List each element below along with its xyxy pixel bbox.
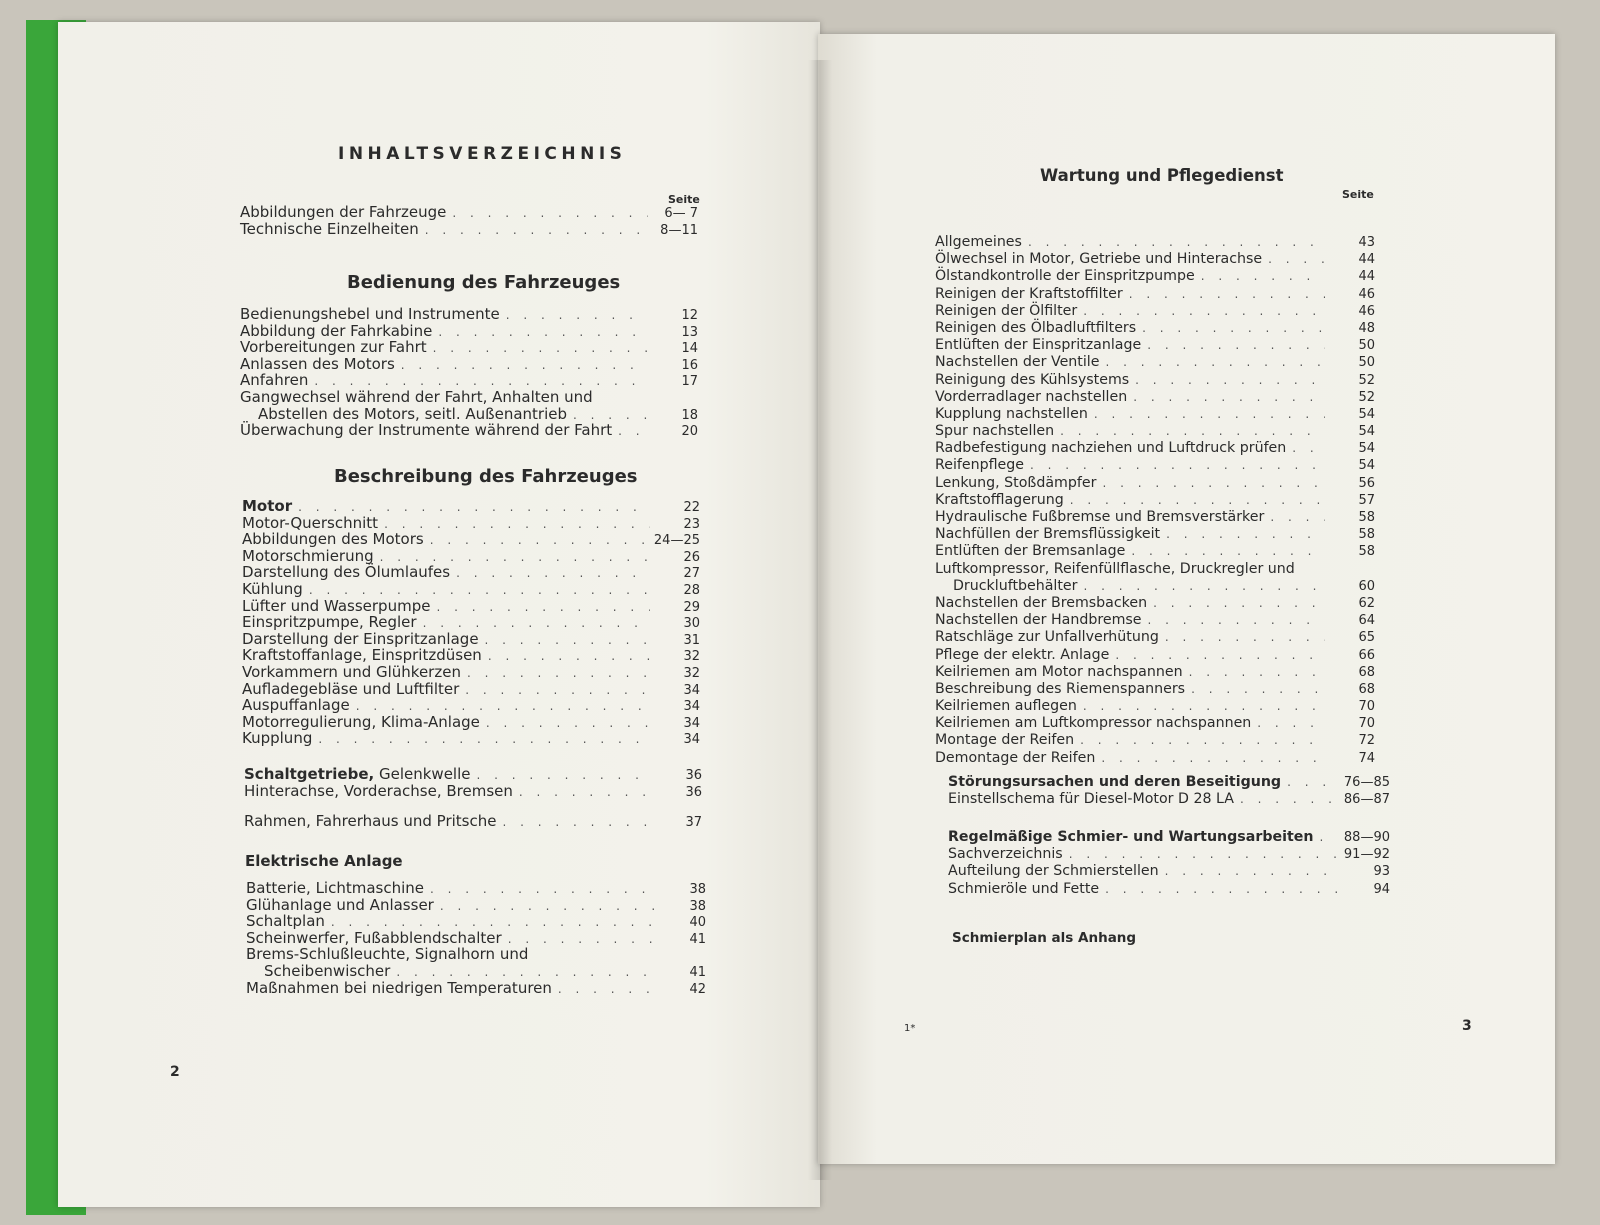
toc-entry-label: Überwachung der Instrumente während der Fahrt xyxy=(240,421,613,440)
toc-entry-label: Kupplung xyxy=(242,729,313,748)
toc-page-number: 64 xyxy=(1358,613,1375,629)
toc-entry xyxy=(935,268,1375,285)
toc-entry-label: Kraftstoffanlage, Einspritzdüsen xyxy=(242,646,482,665)
toc-entry-label: Abstellen des Motors, seitl. Außenantrieb xyxy=(258,404,567,423)
toc-page-number: 20 xyxy=(681,424,698,440)
toc-entry xyxy=(242,598,700,615)
toc-entry xyxy=(242,714,700,731)
section-heading-beschreibung: Beschreibung des Fahrzeuges xyxy=(334,466,638,487)
toc-entry-label-rest: Gelenkwelle xyxy=(374,765,471,783)
toc-page-number: 50 xyxy=(1358,355,1375,371)
toc-entry xyxy=(244,783,702,800)
book-fold xyxy=(808,60,832,1180)
toc-page-number: 34 xyxy=(683,732,700,748)
toc-entry-label: Gangwechsel während der Fahrt, Anhalten und xyxy=(240,387,593,406)
toc-entry-label: Reinigen der Kraftstoffilter xyxy=(935,285,1123,302)
toc-page-number: 44 xyxy=(1358,252,1375,268)
toc-bedienung-list xyxy=(240,306,698,439)
toc-entry-label: Kupplung nachstellen xyxy=(935,405,1088,422)
toc-page-number: 14 xyxy=(681,341,698,357)
toc-leader-dots xyxy=(486,715,650,732)
toc-page-number: 34 xyxy=(683,715,700,731)
toc-page-number: 88—90 xyxy=(1343,830,1390,845)
toc-page-number: 34 xyxy=(683,699,700,715)
toc-intro-list xyxy=(240,204,698,237)
toc-entry xyxy=(935,509,1375,526)
toc-leader-dots xyxy=(618,423,648,440)
toc-page-number: 50 xyxy=(1358,338,1375,354)
toc-entry xyxy=(246,930,706,947)
toc-page-number: 36 xyxy=(685,768,702,783)
toc-page-number: 32 xyxy=(683,649,700,665)
toc-entry xyxy=(242,564,700,581)
toc-entry-label: Technische Einzelheiten xyxy=(240,219,419,238)
toc-entry xyxy=(242,581,700,598)
toc-entry-label: Lüfter und Wasserpumpe xyxy=(242,596,431,615)
toc-entry-label: Lenkung, Stoßdämpfer xyxy=(935,474,1097,491)
toc-entry-label: Ratschläge zur Unfallverhütung xyxy=(935,629,1159,646)
toc-leader-dots xyxy=(1166,526,1325,543)
toc-leader-dots xyxy=(1191,681,1325,698)
toc-leader-dots xyxy=(1135,372,1325,389)
toc-leader-dots xyxy=(1147,337,1325,354)
toc-entry xyxy=(935,578,1375,595)
toc-page-number: 56 xyxy=(1358,475,1375,491)
toc-entry xyxy=(935,234,1375,251)
page-number-left: 2 xyxy=(170,1064,180,1080)
toc-page-number: 26 xyxy=(683,549,700,565)
toc-entry-label: Batterie, Lichtmaschine xyxy=(246,879,425,897)
toc-entry-label: Spur nachstellen xyxy=(935,423,1055,440)
toc-entry-label: Luftkompressor, Reifenfüllflasche, Druckregler und xyxy=(935,560,1295,577)
toc-page-number: 54 xyxy=(1358,441,1375,457)
toc-page-number: 66 xyxy=(1358,647,1375,663)
toc-leader-dots xyxy=(1101,750,1325,767)
toc-page-number: 8—11 xyxy=(660,222,698,238)
toc-leader-dots xyxy=(430,532,648,549)
section-heading-elektrik: Elektrische Anlage xyxy=(245,852,403,870)
toc-entry xyxy=(242,697,700,714)
toc-entry xyxy=(935,595,1375,612)
toc-entry xyxy=(240,389,698,406)
seite-label-right: Seite xyxy=(1342,188,1374,201)
toc-leader-dots xyxy=(425,222,648,239)
toc-leader-dots xyxy=(1084,578,1326,595)
toc-page-number: 76—85 xyxy=(1343,775,1390,790)
toc-leader-dots xyxy=(465,682,650,699)
toc-entry-label: Vorkammern und Glühkerzen xyxy=(242,662,461,681)
toc-entry-label: Nachfüllen der Bremsflüssigkeit xyxy=(935,526,1161,543)
toc-entry xyxy=(242,681,700,698)
toc-leader-dots xyxy=(1028,234,1325,251)
toc-entry xyxy=(244,813,702,830)
toc-entry-label: Anfahren xyxy=(240,371,309,390)
toc-leader-dots xyxy=(318,731,650,748)
toc-entry xyxy=(935,423,1375,440)
toc-entry xyxy=(935,715,1375,732)
toc-page-number: 16 xyxy=(681,357,698,373)
toc-page-number: 42 xyxy=(689,981,706,997)
toc-entry xyxy=(242,614,700,631)
toc-entry xyxy=(240,356,698,373)
toc-entry xyxy=(240,422,698,439)
toc-page-number: 46 xyxy=(1358,286,1375,302)
toc-leader-dots xyxy=(1105,881,1340,898)
toc-entry xyxy=(948,863,1390,880)
toc-leader-dots xyxy=(1153,595,1325,612)
toc-page-number: 94 xyxy=(1373,881,1390,897)
toc-page-number: 24—25 xyxy=(653,533,700,549)
toc-entry-label: Motorregulierung, Klima-Anlage xyxy=(242,712,480,731)
toc-leader-dots xyxy=(1069,846,1338,863)
toc-page-number: 44 xyxy=(1358,269,1375,285)
toc-entry-label: Motorschmierung xyxy=(242,546,374,565)
toc-leader-dots xyxy=(1133,389,1325,406)
toc-leader-dots xyxy=(485,632,650,649)
toc-page-number: 58 xyxy=(1358,527,1375,543)
toc-page-number: 23 xyxy=(683,516,700,532)
toc-entry xyxy=(935,389,1375,406)
toc-leader-dots xyxy=(1094,406,1325,423)
toc-page-number: 28 xyxy=(683,582,700,598)
toc-page-number: 37 xyxy=(685,815,702,831)
toc-leader-dots xyxy=(452,205,648,222)
toc-leader-dots xyxy=(1148,612,1325,629)
toc-entry-label: Scheinwerfer, Fußabblendschalter xyxy=(246,928,502,947)
toc-entry-label: Keilriemen am Motor nachspannen xyxy=(935,663,1183,680)
toc-leader-dots xyxy=(502,814,652,831)
toc-entry-label: Aufladegebläse und Luftfilter xyxy=(242,679,460,698)
toc-entry-label: Pflege der elektr. Anlage xyxy=(935,646,1110,663)
toc-entry xyxy=(242,664,700,681)
toc-leader-dots xyxy=(467,665,650,682)
toc-leader-dots xyxy=(1268,251,1325,268)
toc-entry xyxy=(935,543,1375,560)
toc-entry-label: Vorbereitungen zur Fahrt xyxy=(240,338,427,357)
toc-leader-dots xyxy=(1287,774,1338,791)
toc-entry xyxy=(246,913,706,930)
toc-entry-label: Schaltplan xyxy=(246,912,325,931)
toc-entry-label: Einspritzpumpe, Regler xyxy=(242,613,417,632)
toc-leader-dots xyxy=(430,881,656,898)
toc-entry-label: Motor-Querschnitt xyxy=(242,513,379,532)
toc-page-number: 34 xyxy=(683,682,700,698)
toc-entry xyxy=(935,337,1375,354)
toc-page-number: 58 xyxy=(1358,544,1375,560)
toc-entry xyxy=(246,963,706,980)
toc-entry-label: Ölstandkontrolle der Einspritzpumpe xyxy=(935,268,1195,285)
appendix-label: Schmierplan als Anhang xyxy=(952,930,1137,946)
toc-entry-label: Aufteilung der Schmierstellen xyxy=(948,863,1159,880)
toc-entry xyxy=(935,698,1375,715)
toc-entry xyxy=(242,730,700,747)
toc-entry xyxy=(242,498,700,515)
toc-elektrik-list xyxy=(246,880,706,996)
toc-entry-label xyxy=(244,766,471,783)
toc-entry xyxy=(935,303,1375,320)
toc-entry-label: Hinterachse, Vorderachse, Bremsen xyxy=(244,781,513,800)
toc-leader-dots xyxy=(1319,829,1337,846)
seite-label: Seite xyxy=(668,193,700,206)
toc-entry-label: Kühlung xyxy=(242,579,303,598)
toc-entry-label: Motor xyxy=(242,497,293,515)
toc-entry xyxy=(244,766,702,783)
toc-page-number: 36 xyxy=(685,784,702,800)
toc-leader-dots xyxy=(433,340,648,357)
toc-entry-label: Nachstellen der Bremsbacken xyxy=(935,594,1148,611)
toc-schmier-list xyxy=(948,829,1390,898)
toc-entry xyxy=(935,664,1375,681)
toc-entry xyxy=(242,631,700,648)
toc-entry xyxy=(242,515,700,532)
toc-entry xyxy=(948,881,1390,898)
toc-entry-label: Abbildungen des Motors xyxy=(242,530,424,549)
toc-entry-label: Nachstellen der Ventile xyxy=(935,354,1100,371)
toc-leader-dots xyxy=(436,599,650,616)
toc-page-number: 29 xyxy=(683,599,700,615)
toc-leader-dots xyxy=(1129,286,1325,303)
toc-entry xyxy=(240,323,698,340)
toc-page-number: 31 xyxy=(683,632,700,648)
toc-entry-label: Beschreibung des Riemenspanners xyxy=(935,680,1186,697)
toc-entry-label: Reinigen der Ölfilter xyxy=(935,302,1078,319)
toc-leader-dots xyxy=(506,307,648,324)
toc-leader-dots xyxy=(1165,629,1325,646)
toc-entry xyxy=(935,561,1375,578)
toc-entry-label: Reinigung des Kühlsystems xyxy=(935,371,1130,388)
toc-page-number: 12 xyxy=(681,308,698,323)
toc-leader-dots xyxy=(1292,440,1325,457)
toc-page-number: 38 xyxy=(689,898,706,914)
toc-leader-dots xyxy=(558,981,656,998)
toc-entry xyxy=(935,354,1375,371)
toc-entry-label: Maßnahmen bei niedrigen Temperaturen xyxy=(246,978,552,997)
page-number-right: 3 xyxy=(1462,1018,1472,1034)
toc-entry-label: Allgemeines xyxy=(935,234,1022,250)
toc-entry xyxy=(935,732,1375,749)
toc-entry-label: Regelmäßige Schmier- und Wartungsarbeiten xyxy=(948,829,1314,845)
toc-entry-label: Bedienungshebel und Instrumente xyxy=(240,305,500,323)
toc-entry-label: Nachstellen der Handbremse xyxy=(935,612,1142,629)
toc-leader-dots xyxy=(488,648,650,665)
toc-leader-dots xyxy=(1131,543,1325,560)
toc-entry-label: Glühanlage und Anlasser xyxy=(246,895,434,914)
page-title: INHALTSVERZEICHNIS xyxy=(338,144,627,164)
toc-page-number: 18 xyxy=(681,407,698,423)
toc-leader-dots xyxy=(1189,664,1325,681)
toc-page-number: 68 xyxy=(1358,681,1375,697)
toc-entry-label: Auspuffanlage xyxy=(242,696,350,715)
toc-entry xyxy=(240,221,698,238)
toc-entry-label: Montage der Reifen xyxy=(935,732,1075,749)
toc-entry xyxy=(240,406,698,423)
toc-page-number: 70 xyxy=(1358,699,1375,715)
toc-page-number: 52 xyxy=(1358,372,1375,388)
toc-page-number: 86—87 xyxy=(1343,792,1390,808)
toc-page-number: 62 xyxy=(1358,595,1375,611)
toc-page-number: 54 xyxy=(1358,458,1375,474)
toc-entry-label: Abbildungen der Fahrzeuge xyxy=(240,203,447,221)
toc-entry-label: Hydraulische Fußbremse und Bremsverstärker xyxy=(935,509,1265,525)
signature-mark: 1* xyxy=(904,1023,916,1034)
toc-entry-label: Einstellschema für Diesel-Motor D 28 LA xyxy=(948,791,1234,808)
toc-entry xyxy=(242,548,700,565)
toc-wartung-list xyxy=(935,234,1375,767)
toc-leader-dots xyxy=(1102,475,1325,492)
toc-leader-dots xyxy=(1257,715,1325,732)
toc-leader-dots xyxy=(1105,354,1325,371)
toc-entry-label: Darstellung des Ölumlaufes xyxy=(242,563,451,582)
toc-page-number: 93 xyxy=(1373,864,1390,880)
toc-entry-label: Schmieröle und Fette xyxy=(948,880,1100,897)
toc-entry-label: Druckluftbehälter xyxy=(953,577,1078,594)
toc-entry xyxy=(935,251,1375,268)
toc-entry-label: Rahmen, Fahrerhaus und Pritsche xyxy=(244,812,497,831)
toc-entry xyxy=(935,526,1375,543)
toc-page-number: 30 xyxy=(683,616,700,632)
toc-entry-label: Ölwechsel in Motor, Getriebe und Hinterachse xyxy=(935,251,1263,268)
toc-leader-dots xyxy=(519,784,652,801)
toc-page-number: 41 xyxy=(689,964,706,980)
toc-entry-label: Reinigen des Ölbadluftfilters xyxy=(935,319,1137,336)
toc-page-number: 57 xyxy=(1358,492,1375,508)
toc-entry xyxy=(246,880,706,897)
toc-entry-label: Abbildung der Fahrkabine xyxy=(240,321,433,340)
toc-entry-label: Vorderradlager nachstellen xyxy=(935,388,1128,405)
toc-page-number: 91—92 xyxy=(1343,847,1390,863)
toc-page-number: 46 xyxy=(1358,303,1375,319)
toc-entry-label-bold: Schaltgetriebe, xyxy=(244,765,375,783)
section-heading-bedienung: Bedienung des Fahrzeuges xyxy=(347,272,621,293)
toc-page-number: 38 xyxy=(689,882,706,897)
toc-page-number: 40 xyxy=(689,915,706,931)
toc-entry xyxy=(948,774,1390,791)
toc-page-number: 52 xyxy=(1358,389,1375,405)
toc-page-number: 32 xyxy=(683,665,700,681)
toc-leader-dots xyxy=(1070,492,1325,509)
toc-page-number: 27 xyxy=(683,566,700,582)
toc-page-number: 65 xyxy=(1358,630,1375,646)
toc-page-number: 68 xyxy=(1358,664,1375,680)
toc-leader-dots xyxy=(1165,863,1340,880)
toc-leader-dots xyxy=(1083,303,1325,320)
toc-entry-label: Scheibenwischer xyxy=(264,961,391,980)
toc-entry xyxy=(935,286,1375,303)
toc-beschreibung-list xyxy=(242,498,700,747)
toc-entry xyxy=(246,980,706,997)
toc-entry xyxy=(935,629,1375,646)
toc-page-number: 60 xyxy=(1358,578,1375,594)
toc-page-number: 13 xyxy=(681,324,698,340)
toc-page-number: 70 xyxy=(1358,716,1375,732)
toc-page-number: 6— 7 xyxy=(664,206,698,221)
toc-leader-dots xyxy=(1083,698,1325,715)
toc-entry-label: Sachverzeichnis xyxy=(948,846,1063,863)
toc-entry xyxy=(948,791,1390,808)
toc-entry-label: Reifenpflege xyxy=(935,457,1025,474)
toc-leader-dots xyxy=(1115,647,1325,664)
toc-entry xyxy=(240,372,698,389)
toc-page-number: 43 xyxy=(1358,235,1375,250)
toc-leader-dots xyxy=(440,898,656,915)
toc-entry-label: Demontage der Reifen xyxy=(935,749,1096,766)
toc-entry xyxy=(240,339,698,356)
toc-entry xyxy=(935,475,1375,492)
toc-leader-dots xyxy=(1240,791,1338,808)
toc-page-number: 54 xyxy=(1358,424,1375,440)
toc-page-number: 72 xyxy=(1358,733,1375,749)
toc-entry xyxy=(948,846,1390,863)
toc-entry xyxy=(246,946,706,963)
toc-entry xyxy=(242,531,700,548)
toc-entry xyxy=(240,306,698,323)
toc-leader-dots xyxy=(456,565,650,582)
toc-entry xyxy=(935,750,1375,767)
toc-entry xyxy=(242,647,700,664)
toc-entry-label: Keilriemen auflegen xyxy=(935,698,1077,715)
toc-page-number: 74 xyxy=(1358,750,1375,766)
toc-page-number: 54 xyxy=(1358,406,1375,422)
toc-entry-label: Brems-Schlußleuchte, Signalhorn und xyxy=(246,945,529,964)
toc-entry-label: Keilriemen am Luftkompressor nachspannen xyxy=(935,715,1252,732)
toc-entry-label: Kraftstofflagerung xyxy=(935,491,1064,508)
toc-entry xyxy=(935,372,1375,389)
toc-leader-dots xyxy=(1080,732,1325,749)
toc-leader-dots xyxy=(508,931,656,948)
toc-entry xyxy=(935,647,1375,664)
section-heading-wartung: Wartung und Pflegedienst xyxy=(1040,166,1284,185)
toc-entry xyxy=(935,681,1375,698)
toc-leader-dots xyxy=(1060,423,1325,440)
toc-entry-label: Störungsursachen und deren Beseitigung xyxy=(948,774,1282,790)
toc-page-number: 22 xyxy=(683,500,700,515)
toc-entry xyxy=(935,457,1375,474)
toc-page-number: 41 xyxy=(689,931,706,947)
toc-entry-label: Darstellung der Einspritzanlage xyxy=(242,629,479,648)
toc-entry xyxy=(246,897,706,914)
toc-leader-dots xyxy=(438,324,648,341)
toc-entry xyxy=(948,829,1390,846)
toc-page-number: 48 xyxy=(1358,320,1375,336)
toc-entry-label: Radbefestigung nachziehen und Luftdruck prüfen xyxy=(935,440,1287,457)
toc-leader-dots xyxy=(401,357,648,374)
toc-entry xyxy=(935,440,1375,457)
toc-entry xyxy=(240,204,698,221)
toc-entry-label: Entlüften der Bremsanlage xyxy=(935,543,1126,560)
toc-fahrwerk-list xyxy=(244,766,702,830)
toc-entry-label: Anlassen des Motors xyxy=(240,354,395,373)
toc-entry xyxy=(935,406,1375,423)
toc-page-number: 17 xyxy=(681,374,698,390)
toc-leader-dots xyxy=(1030,457,1325,474)
toc-leader-dots xyxy=(1142,320,1325,337)
toc-entry xyxy=(935,612,1375,629)
toc-leader-dots xyxy=(1201,268,1325,285)
toc-stoerung-list xyxy=(948,774,1390,808)
toc-entry-label: Entlüften der Einspritzanlage xyxy=(935,337,1142,354)
toc-entry xyxy=(935,492,1375,509)
toc-page-number: 58 xyxy=(1358,510,1375,525)
toc-leader-dots xyxy=(1270,509,1325,526)
toc-entry xyxy=(935,320,1375,337)
